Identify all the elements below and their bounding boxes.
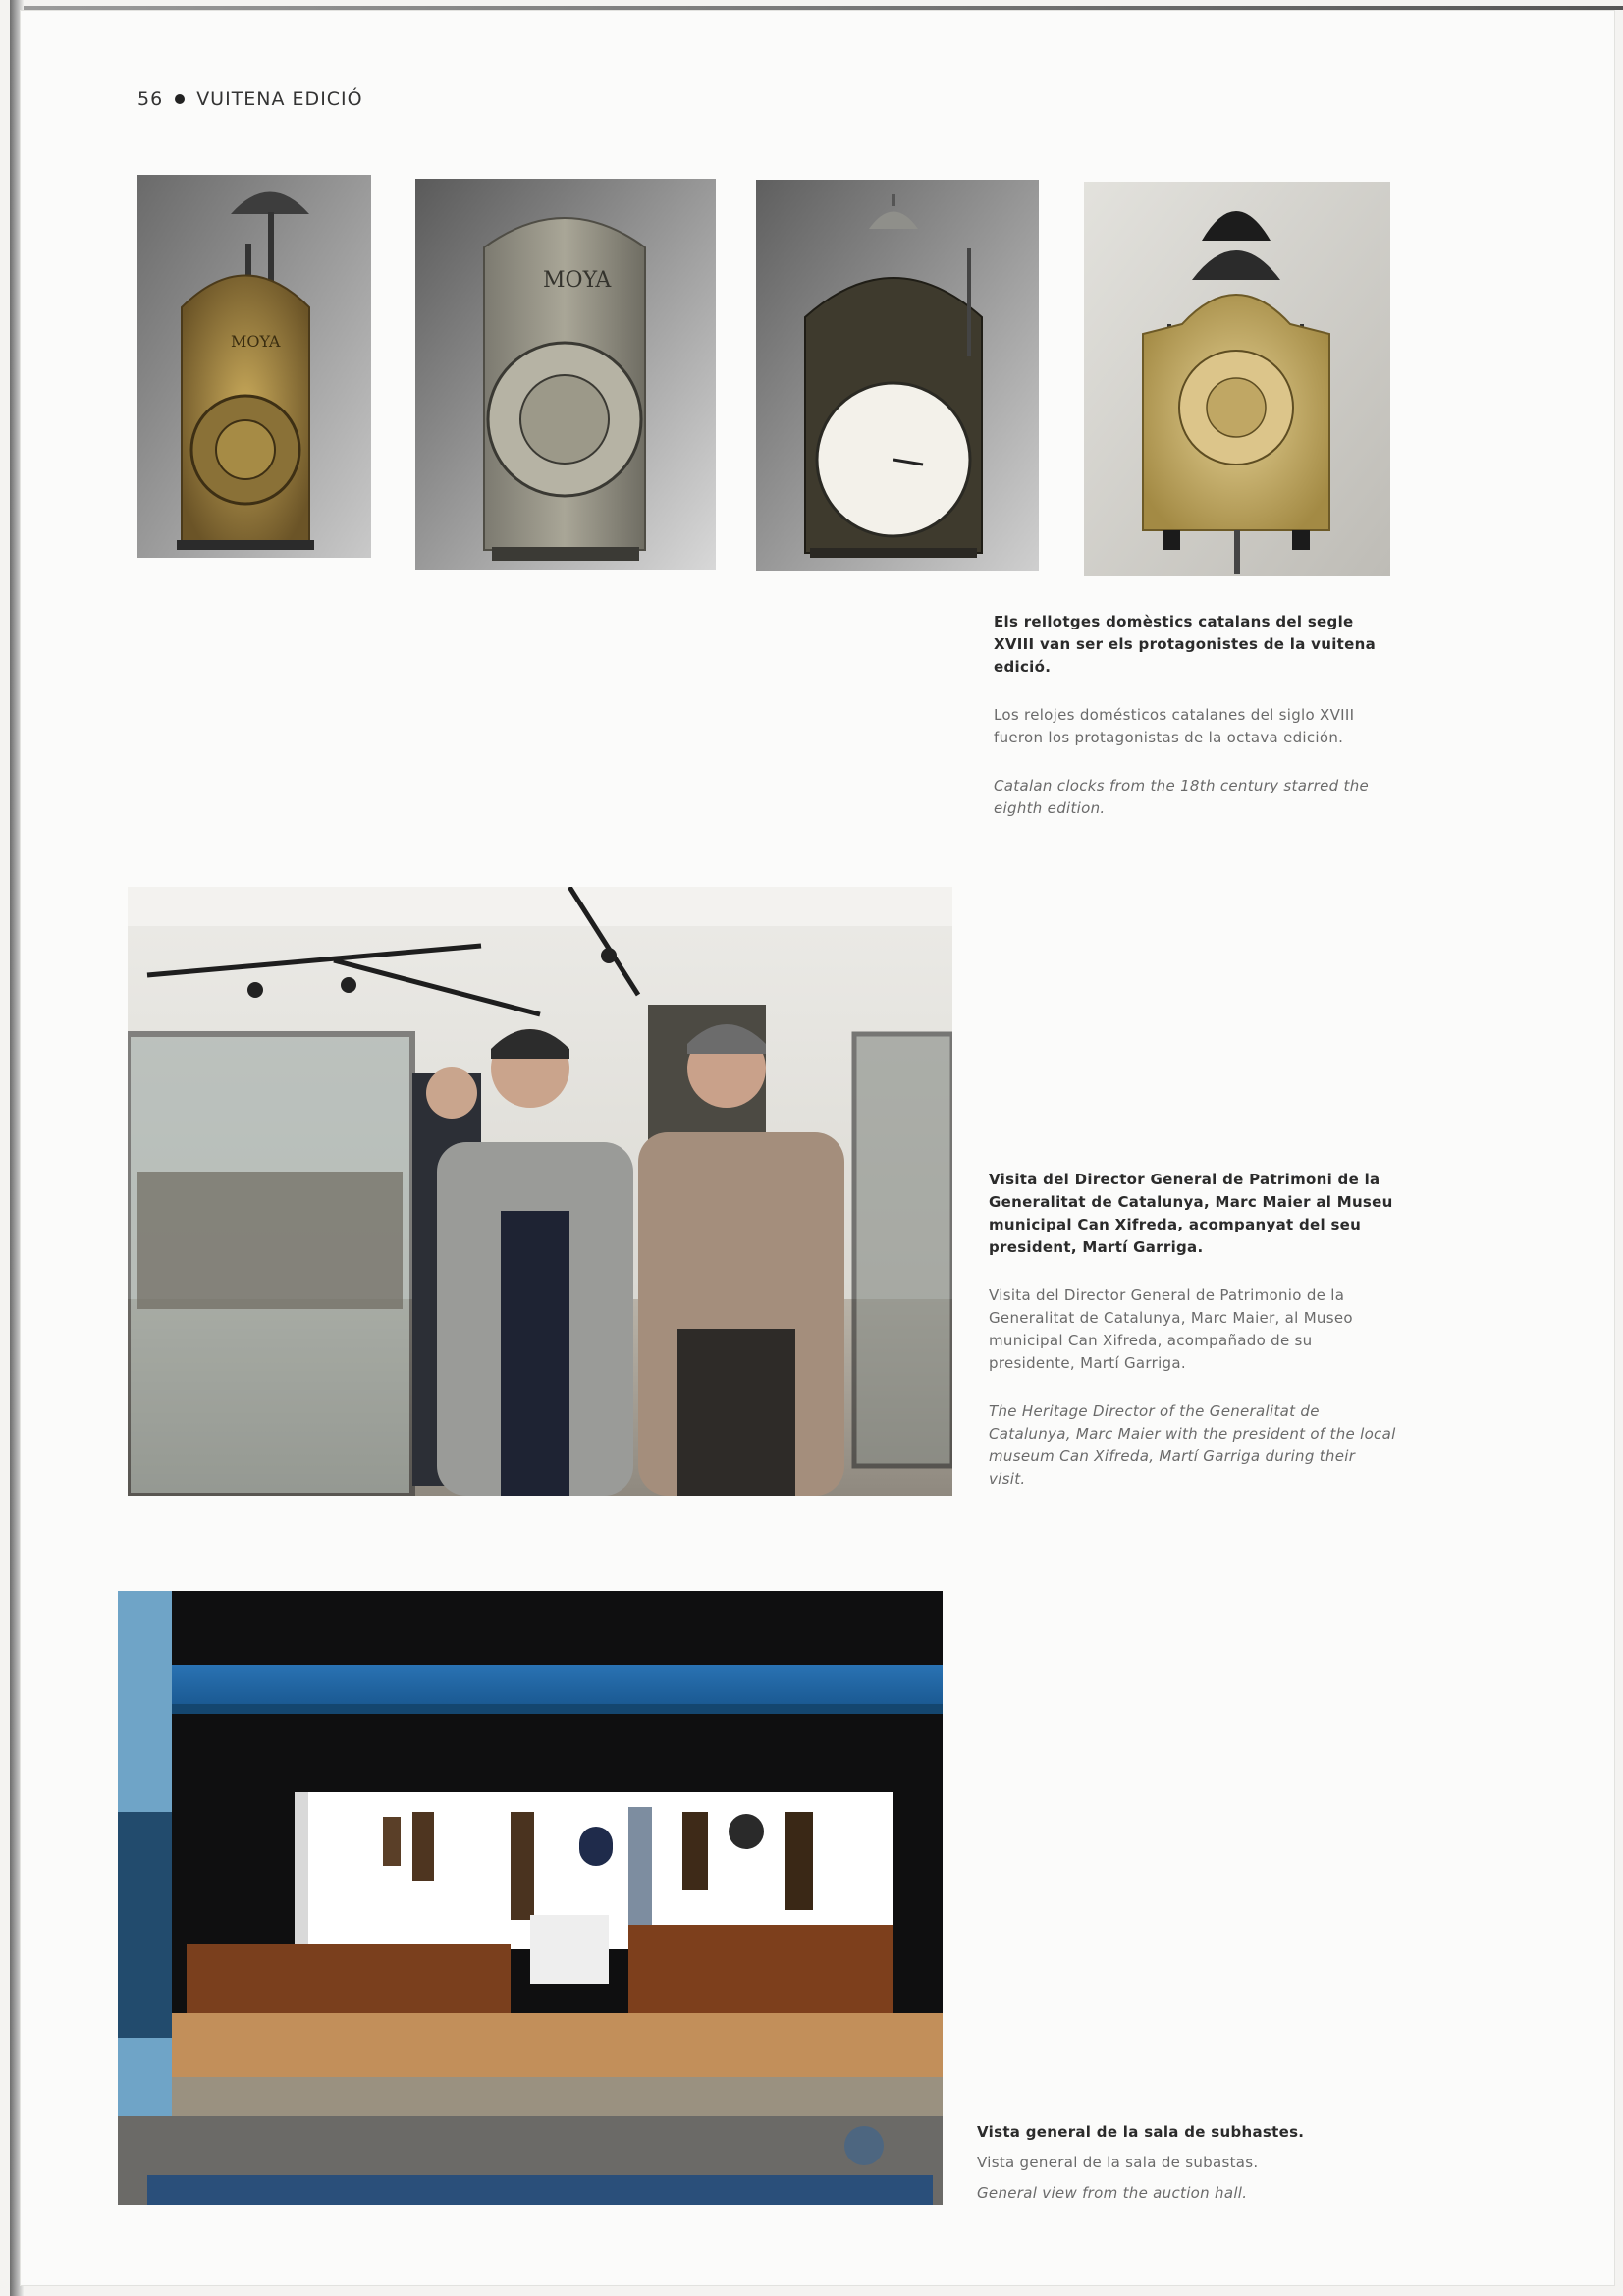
running-head — [137, 88, 363, 110]
clock-face-text: MOYA — [543, 268, 612, 293]
caption-clocks-spanish: Los relojes domésticos catalanes del siglo XVIII fueron los protagonistas de la octava edición. — [994, 706, 1355, 746]
caption-clocks-english: Catalan clocks from the 18th century starred the eighth edition. — [994, 777, 1370, 817]
clock-photo-3 — [756, 180, 1039, 571]
clock-photo-1 — [137, 175, 371, 558]
auction-hall-photo — [118, 1591, 943, 2205]
clock-photo-4 — [1084, 182, 1390, 576]
page-number: 56 — [137, 88, 164, 110]
bullet-icon — [175, 94, 185, 104]
caption-clocks-catalan: Els rellotges domèstics catalans del segle XVIII van ser els protagonistes de la vuitena edició. — [994, 613, 1377, 676]
caption-clocks — [994, 611, 1386, 846]
caption-visit — [989, 1169, 1396, 1516]
clock-face-text: MOYA — [231, 332, 281, 351]
section-title: VUITENA EDICIÓ — [196, 88, 363, 110]
caption-visit-catalan: Visita del Director General de Patrimoni de la Generalitat de Catalunya, Marc Maier al Museu municipal Can Xifreda, acompanyat del seu president, Martí Garriga. — [989, 1171, 1393, 1256]
caption-visit-english: The Heritage Director of the Generalitat de Catalunya, Marc Maier with the president of the local museum Can Xifreda, Martí Garriga during their visit. — [989, 1402, 1396, 1488]
caption-hall-english: General view from the auction hall. — [977, 2184, 1248, 2202]
museum-visit-photo — [128, 887, 952, 1496]
caption-visit-spanish: Visita del Director General de Patrimonio de la Generalitat de Catalunya, Marc Maier, al Museo municipal Can Xifreda, acompañado de su presidente, Martí Garriga. — [989, 1286, 1353, 1372]
caption-hall-catalan: Vista general de la sala de subhastes. — [977, 2123, 1305, 2141]
caption-hall-spanish: Vista general de la sala de subastas. — [977, 2154, 1259, 2171]
clock-photo-2 — [415, 179, 716, 570]
caption-hall — [977, 2121, 1389, 2205]
